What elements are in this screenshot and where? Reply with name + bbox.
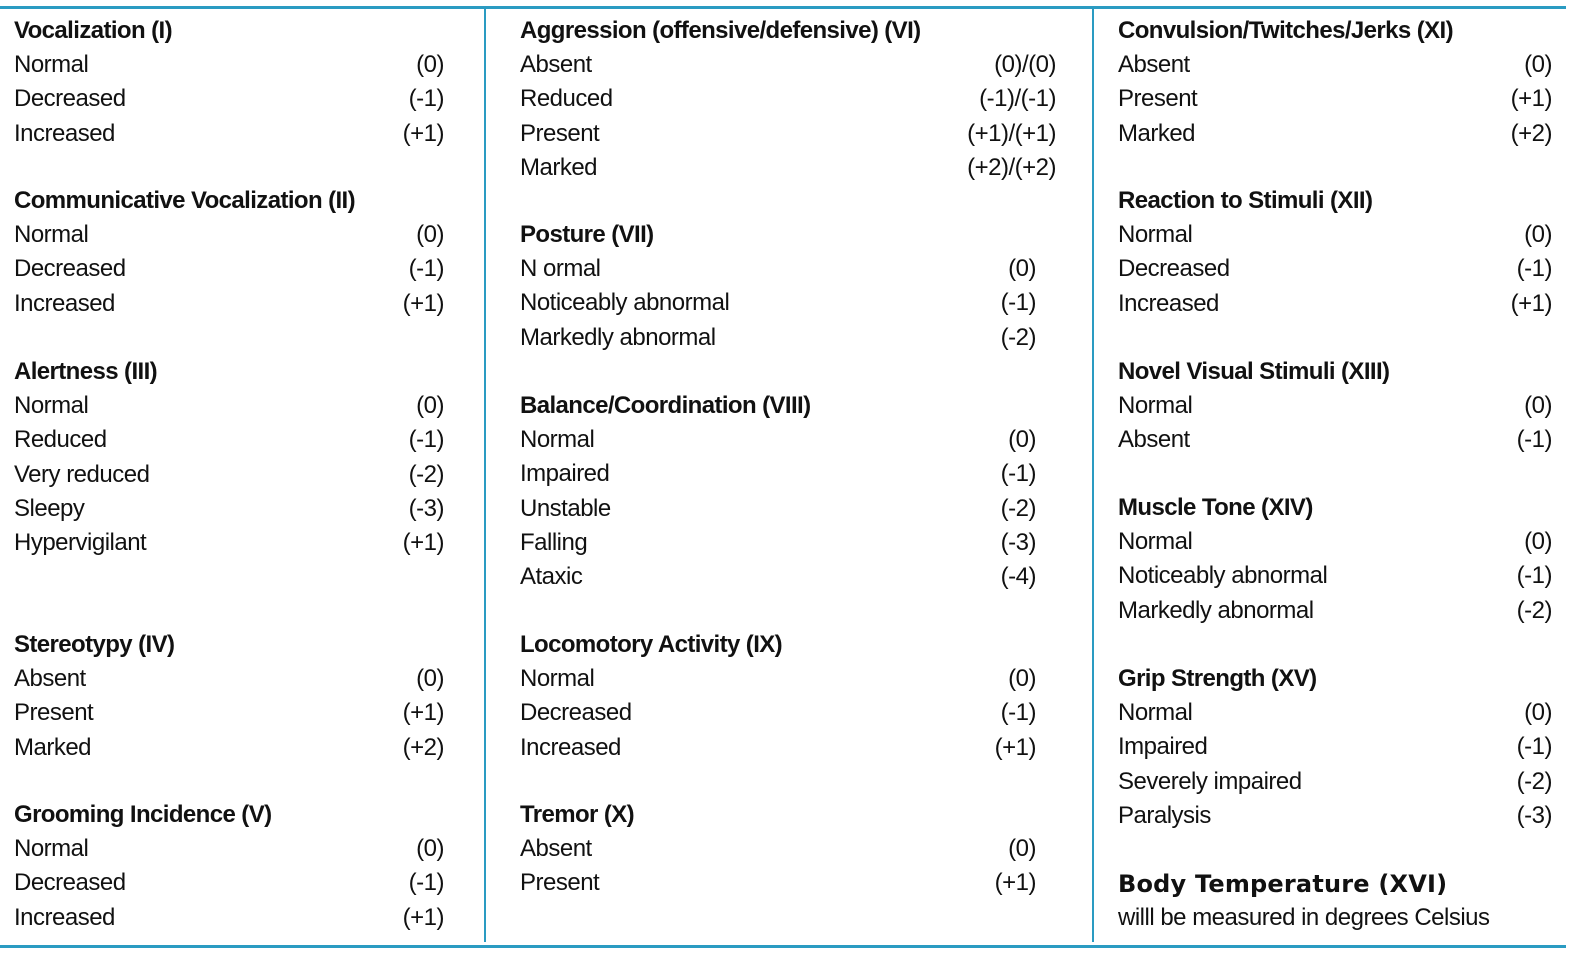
option-score: (-1) [1000, 289, 1036, 317]
score-row [1118, 252, 1566, 286]
section-posture [486, 218, 1090, 355]
section-novel-visual-stimuli [1094, 355, 1566, 458]
option-score: (+2)/(+2) [967, 153, 1056, 181]
option-label: Marked [14, 733, 92, 761]
option-label: Decreased [14, 869, 126, 897]
option-score: (-1) [408, 85, 444, 113]
section-muscle-tone [1094, 491, 1566, 628]
measurement-note: willl be measured in degrees Celsius [1118, 904, 1490, 931]
option-score: (-3) [1516, 801, 1552, 829]
option-label: Impaired [1118, 733, 1208, 761]
option-label: Very reduced [14, 460, 150, 488]
option-score: (-4) [1000, 563, 1036, 591]
option-label: Increased [520, 733, 621, 761]
option-label: Markedly abnormal [520, 323, 716, 351]
section-heading: Novel Visual Stimuli (XIII) [1118, 358, 1390, 385]
option-label: Absent [520, 835, 592, 862]
option-score: (0) [416, 392, 444, 419]
option-score: (-1)/(-1) [979, 85, 1056, 113]
option-score: (-1) [1516, 562, 1552, 590]
score-row [520, 662, 1090, 696]
option-score: (0) [416, 835, 444, 862]
option-score: (-1) [408, 426, 444, 454]
score-row [520, 82, 1090, 116]
score-row [520, 321, 1090, 355]
section-heading: Communicative Vocalization (II) [14, 187, 356, 214]
option-label: Decreased [1118, 255, 1230, 283]
option-label: Noticeably abnormal [520, 289, 730, 317]
option-score: (0) [416, 51, 444, 78]
column-2 [484, 6, 1090, 942]
score-row [520, 866, 1090, 900]
section-alertness [0, 355, 480, 560]
score-row [14, 82, 480, 116]
option-label: Reduced [520, 85, 613, 113]
column-3 [1092, 6, 1566, 942]
score-row [14, 458, 480, 492]
score-row [14, 423, 480, 457]
option-score: (0)/(0) [994, 51, 1056, 78]
option-label: Ataxic [520, 563, 583, 591]
section-communicative-vocalization [0, 184, 480, 321]
score-row [14, 389, 480, 423]
section-heading: Balance/Coordination (VIII) [520, 392, 811, 419]
section-aggression [486, 14, 1090, 185]
option-score: (+1) [402, 699, 444, 727]
option-label: Sleepy [14, 494, 85, 522]
option-label: Normal [14, 392, 89, 419]
option-label: Normal [14, 51, 89, 78]
option-score: (+1) [994, 869, 1036, 897]
score-row [1118, 799, 1566, 833]
option-score: (0) [1008, 426, 1036, 453]
option-score: (-1) [408, 255, 444, 283]
score-row [520, 286, 1090, 320]
option-label: Paralysis [1118, 801, 1211, 829]
section-heading: Stereotypy (IV) [14, 631, 175, 658]
option-score: (-3) [408, 494, 444, 522]
option-label: Normal [1118, 221, 1193, 248]
option-score: (+2) [402, 733, 444, 761]
option-label: Normal [520, 665, 595, 692]
score-row [1118, 389, 1566, 423]
score-row [14, 526, 480, 560]
score-row [14, 901, 480, 935]
section-grip-strength [1094, 662, 1566, 833]
option-score: (-2) [1516, 596, 1552, 624]
section-body-temperature [1094, 867, 1566, 935]
option-score: (+1) [1510, 85, 1552, 113]
section-heading: Alertness (III) [14, 358, 158, 385]
score-row [1118, 594, 1566, 628]
option-score: (-1) [1516, 733, 1552, 761]
option-score: (0) [416, 665, 444, 692]
option-label: Marked [1118, 119, 1196, 147]
score-row [1118, 730, 1566, 764]
section-convulsion [1094, 14, 1566, 151]
option-label: Decreased [14, 255, 126, 283]
section-heading: Grip Strength (XV) [1118, 665, 1317, 692]
option-label: Increased [1118, 289, 1219, 317]
option-label: Absent [1118, 426, 1190, 454]
option-score: (0) [1524, 699, 1552, 726]
score-row [520, 492, 1090, 526]
option-score: (-1) [1000, 699, 1036, 727]
score-row [1118, 559, 1566, 593]
option-label: Increased [14, 119, 115, 147]
option-score: (-2) [408, 460, 444, 488]
option-score: (0) [1524, 392, 1552, 419]
option-label: Hypervigilant [14, 529, 147, 557]
option-score: (0) [1524, 51, 1552, 78]
section-balance-coordination [486, 389, 1090, 594]
column-1 [0, 6, 480, 942]
option-score: (0) [1008, 665, 1036, 692]
section-heading: Body Temperature (XVI) [1118, 870, 1448, 898]
score-row [14, 218, 480, 252]
score-row [14, 492, 480, 526]
option-score: (-1) [1000, 460, 1036, 488]
score-row [14, 117, 480, 151]
option-score: (+1) [402, 289, 444, 317]
option-label: Increased [14, 289, 115, 317]
section-reaction-to-stimuli [1094, 184, 1566, 321]
score-row [14, 252, 480, 286]
option-score: (-1) [1516, 255, 1552, 283]
section-heading: Vocalization (I) [14, 17, 172, 44]
option-score: (+1) [994, 733, 1036, 761]
score-row [520, 151, 1090, 185]
score-row [1118, 423, 1566, 457]
option-score: (-3) [1000, 528, 1036, 556]
option-label: Reduced [14, 426, 107, 454]
score-row [520, 696, 1090, 730]
score-row [520, 48, 1090, 82]
section-heading: Grooming Incidence (V) [14, 801, 272, 828]
score-row [14, 696, 480, 730]
option-label: Present [1118, 85, 1198, 113]
section-heading: Posture (VII) [520, 221, 654, 248]
score-row [520, 526, 1090, 560]
option-label: Decreased [520, 699, 632, 727]
option-score: (-2) [1516, 767, 1552, 795]
score-row [520, 731, 1090, 765]
option-score: (+1) [402, 119, 444, 147]
option-label: Impaired [520, 460, 610, 488]
score-row [1118, 696, 1566, 730]
score-row [1118, 287, 1566, 321]
option-label: Normal [14, 835, 89, 862]
option-score: (0) [1008, 255, 1036, 282]
option-score: (-1) [408, 869, 444, 897]
option-label: Normal [520, 426, 595, 453]
option-score: (+1)/(+1) [967, 119, 1056, 147]
option-score: (+1) [402, 903, 444, 931]
score-row [1118, 218, 1566, 252]
option-label: Absent [14, 665, 86, 692]
option-label: Normal [14, 221, 89, 248]
option-label: Absent [1118, 51, 1190, 78]
option-label: Unstable [520, 494, 611, 522]
option-label: Normal [1118, 392, 1193, 419]
option-label: Present [14, 699, 94, 727]
score-row [1118, 765, 1566, 799]
section-heading: Aggression (offensive/defensive) (VI) [520, 17, 921, 44]
option-label: Markedly abnormal [1118, 596, 1314, 624]
section-vocalization [0, 14, 480, 151]
option-label: Marked [520, 153, 598, 181]
section-tremor [486, 798, 1090, 901]
option-label: Present [520, 119, 600, 147]
score-row [14, 731, 480, 765]
option-label: Falling [520, 528, 588, 556]
section-stereotypy [0, 628, 480, 765]
option-label: Increased [14, 903, 115, 931]
option-score: (0) [1524, 528, 1552, 555]
score-row [520, 457, 1090, 491]
score-row [1118, 117, 1566, 151]
option-score: (-2) [1000, 323, 1036, 351]
score-row [14, 866, 480, 900]
section-heading: Locomotory Activity (IX) [520, 631, 783, 658]
option-label: Decreased [14, 85, 126, 113]
option-score: (+1) [402, 529, 444, 557]
section-locomotory-activity [486, 628, 1090, 765]
option-label: Normal [1118, 528, 1193, 555]
option-score: (+1) [1510, 289, 1552, 317]
score-row [520, 560, 1090, 594]
option-label: Severely impaired [1118, 767, 1302, 795]
score-row [14, 662, 480, 696]
option-score: (+2) [1510, 119, 1552, 147]
score-row [520, 832, 1090, 866]
score-row [520, 252, 1090, 286]
section-heading: Tremor (X) [520, 801, 635, 828]
option-score: (0) [1524, 221, 1552, 248]
score-row [14, 832, 480, 866]
option-label: Noticeably abnormal [1118, 562, 1328, 590]
option-score: (0) [1008, 835, 1036, 862]
score-row [1118, 525, 1566, 559]
score-row [14, 287, 480, 321]
option-label: Absent [520, 51, 592, 78]
option-score: (-1) [1516, 426, 1552, 454]
section-heading: Convulsion/Twitches/Jerks (XI) [1118, 17, 1453, 44]
option-label: N ormal [520, 255, 601, 282]
score-row [14, 48, 480, 82]
option-score: (0) [416, 221, 444, 248]
section-grooming-incidence [0, 798, 480, 935]
section-heading: Muscle Tone (XIV) [1118, 494, 1313, 521]
option-label: Present [520, 869, 600, 897]
option-label: Normal [1118, 699, 1193, 726]
option-score: (-2) [1000, 494, 1036, 522]
score-row [1118, 82, 1566, 116]
score-row [520, 117, 1090, 151]
score-row [1118, 48, 1566, 82]
score-row [520, 423, 1090, 457]
section-heading: Reaction to Stimuli (XII) [1118, 187, 1373, 214]
